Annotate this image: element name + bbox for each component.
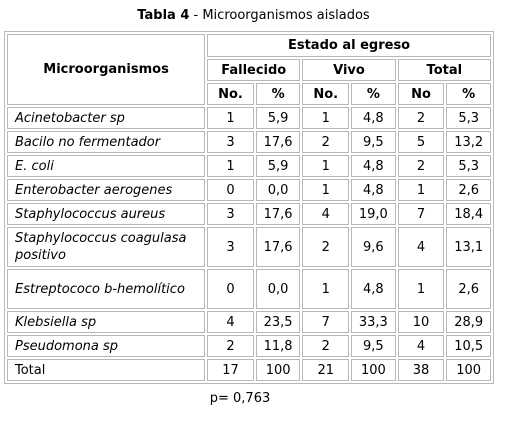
- cell-value: 23,5: [256, 311, 301, 333]
- cell-value: 10,5: [446, 335, 491, 357]
- table-row: [7, 131, 491, 153]
- cell-value: 13,1: [446, 227, 491, 267]
- cell-value: 11,8: [256, 335, 301, 357]
- cell-value: 19,0: [351, 203, 396, 225]
- cell-value: 0: [207, 179, 254, 201]
- cell-value: 5: [398, 131, 445, 153]
- row-name: Enterobacter aerogenes: [7, 179, 205, 201]
- cell-value: 17,6: [256, 131, 301, 153]
- cell-value: 4: [398, 227, 445, 267]
- cell-value: 1: [302, 269, 349, 309]
- row-name: Pseudomona sp: [7, 335, 205, 357]
- cell-value: 10: [398, 311, 445, 333]
- cell-value: 4,8: [351, 155, 396, 177]
- cell-value: 17,6: [256, 203, 301, 225]
- table-row: [7, 227, 491, 267]
- cell-value: 0: [207, 269, 254, 309]
- cell-value: 21: [302, 359, 349, 381]
- table-row: [7, 179, 491, 201]
- cell-value: 1: [398, 269, 445, 309]
- p-value-note: p= 0,763: [209, 391, 271, 406]
- cell-value: 2,6: [446, 179, 491, 201]
- cell-value: 5,3: [446, 155, 491, 177]
- cell-value: 100: [446, 359, 491, 381]
- cell-value: 4,8: [351, 107, 396, 129]
- cell-value: 2: [398, 107, 445, 129]
- cell-value: 0,0: [256, 179, 301, 201]
- caption-title: Microorganismos aislados: [202, 8, 370, 23]
- cell-value: 3: [207, 203, 254, 225]
- table-row: [7, 311, 491, 333]
- header-microorganismos: Microorganismos: [7, 34, 205, 105]
- row-name: Bacilo no fermentador: [7, 131, 205, 153]
- cell-value: 100: [256, 359, 301, 381]
- cell-value: 4,8: [351, 269, 396, 309]
- subheader-vivo-no: No.: [302, 83, 349, 105]
- cell-value: 28,9: [446, 311, 491, 333]
- row-name: Klebsiella sp: [7, 311, 205, 333]
- table-row: [7, 203, 491, 225]
- subheader-fallecido-no: No.: [207, 83, 254, 105]
- subheader-total-no: No: [398, 83, 445, 105]
- cell-value: 2: [302, 227, 349, 267]
- cell-value: 5,9: [256, 107, 301, 129]
- cell-value: 17,6: [256, 227, 301, 267]
- row-name: Staphylococcus coagulasa positivo: [7, 227, 205, 267]
- row-name: E. coli: [7, 155, 205, 177]
- subheader-vivo-pct: %: [351, 83, 396, 105]
- cell-value: 2: [302, 131, 349, 153]
- cell-value: 3: [207, 227, 254, 267]
- cell-value: 1: [207, 107, 254, 129]
- cell-value: 33,3: [351, 311, 396, 333]
- header-total: Total: [398, 59, 491, 81]
- cell-value: 9,6: [351, 227, 396, 267]
- cell-value: 18,4: [446, 203, 491, 225]
- cell-value: 1: [207, 155, 254, 177]
- cell-value: 17: [207, 359, 254, 381]
- table-caption: [0, 8, 507, 24]
- cell-value: 9,5: [351, 131, 396, 153]
- total-row: [7, 359, 491, 381]
- cell-value: 1: [398, 179, 445, 201]
- header-estado-al-egreso: Estado al egreso: [207, 34, 491, 57]
- row-name: Total: [7, 359, 205, 381]
- cell-value: 3: [207, 131, 254, 153]
- cell-value: 5,9: [256, 155, 301, 177]
- header-vivo: Vivo: [302, 59, 395, 81]
- cell-value: 7: [302, 311, 349, 333]
- cell-value: 1: [302, 179, 349, 201]
- header-row-1: [7, 34, 491, 57]
- table-row: [7, 155, 491, 177]
- table-row: [7, 269, 491, 309]
- table-row: [7, 335, 491, 357]
- cell-value: 13,2: [446, 131, 491, 153]
- cell-value: 1: [302, 155, 349, 177]
- microorganisms-table: [4, 31, 494, 384]
- cell-value: 2: [207, 335, 254, 357]
- cell-value: 9,5: [351, 335, 396, 357]
- row-name: Estreptococo b-hemolítico: [7, 269, 205, 309]
- table-row: [7, 107, 491, 129]
- cell-value: 2: [302, 335, 349, 357]
- row-name: Staphylococcus aureus: [7, 203, 205, 225]
- cell-value: 0,0: [256, 269, 301, 309]
- cell-value: 4: [398, 335, 445, 357]
- cell-value: 7: [398, 203, 445, 225]
- cell-value: 4: [302, 203, 349, 225]
- cell-value: 4,8: [351, 179, 396, 201]
- caption-separator: -: [189, 8, 203, 23]
- subheader-total-pct: %: [446, 83, 491, 105]
- row-name: Acinetobacter sp: [7, 107, 205, 129]
- cell-value: 1: [302, 107, 349, 129]
- header-fallecido: Fallecido: [207, 59, 300, 81]
- cell-value: 4: [207, 311, 254, 333]
- cell-value: 5,3: [446, 107, 491, 129]
- cell-value: 2: [398, 155, 445, 177]
- caption-label: Tabla 4: [137, 8, 190, 23]
- cell-value: 100: [351, 359, 396, 381]
- cell-value: 38: [398, 359, 445, 381]
- subheader-fallecido-pct: %: [256, 83, 301, 105]
- cell-value: 2,6: [446, 269, 491, 309]
